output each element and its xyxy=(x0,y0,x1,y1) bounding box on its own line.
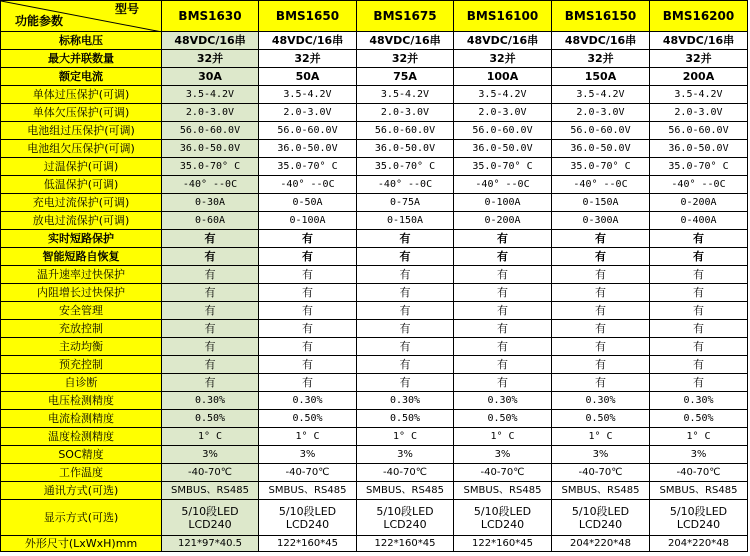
spec-row xyxy=(1,50,748,68)
spec-value-cell: 有 xyxy=(552,248,650,266)
spec-value-cell: 3.5-4.2V xyxy=(357,86,454,104)
spec-value-cell: 2.0-3.0V xyxy=(162,104,259,122)
spec-value-cell: 56.0-60.0V xyxy=(552,122,650,140)
spec-value-cell: 32并 xyxy=(357,50,454,68)
spec-value-cell: 35.0-70° C xyxy=(650,158,748,176)
spec-row xyxy=(1,446,748,464)
spec-value-cell: 有 xyxy=(454,302,552,320)
spec-value-cell: 0-400A xyxy=(650,212,748,230)
spec-row xyxy=(1,500,748,536)
spec-row xyxy=(1,266,748,284)
spec-value-cell: 0-200A xyxy=(454,212,552,230)
display-option-lcd: LCD240 xyxy=(285,517,330,531)
header-row xyxy=(1,1,748,32)
spec-value-cell: 48VDC/16串 xyxy=(552,32,650,50)
spec-value-cell: 0.50% xyxy=(650,410,748,428)
parameter-label: 安全管理 xyxy=(1,302,162,320)
spec-value-cell: 48VDC/16串 xyxy=(162,32,259,50)
parameter-label: 工作温度 xyxy=(1,464,162,482)
spec-row xyxy=(1,536,748,552)
spec-value-cell: 有 xyxy=(162,230,259,248)
spec-value-cell: 有 xyxy=(552,356,650,374)
spec-value-cell: 0-75A xyxy=(357,194,454,212)
spec-value-cell: 0.50% xyxy=(259,410,357,428)
spec-value-cell: 有 xyxy=(454,338,552,356)
spec-value-cell: 35.0-70° C xyxy=(357,158,454,176)
spec-value-cell: 0.50% xyxy=(552,410,650,428)
spec-row xyxy=(1,410,748,428)
spec-value-cell: 36.0-50.0V xyxy=(552,140,650,158)
spec-value-cell: 2.0-3.0V xyxy=(454,104,552,122)
spec-value-cell: 204*220*48 xyxy=(552,536,650,552)
spec-value-cell: 50A xyxy=(259,68,357,86)
spec-value-cell: 0-150A xyxy=(552,194,650,212)
spec-value-cell: 1° C xyxy=(259,428,357,446)
spec-value-cell: 35.0-70° C xyxy=(552,158,650,176)
parameter-label: 显示方式(可选) xyxy=(1,500,162,536)
spec-value-cell: 0.50% xyxy=(162,410,259,428)
spec-row xyxy=(1,158,748,176)
spec-value-cell: 122*160*45 xyxy=(357,536,454,552)
spec-value-cell: 100A xyxy=(454,68,552,86)
spec-row xyxy=(1,374,748,392)
spec-value-cell: 有 xyxy=(650,284,748,302)
spec-value-cell: 有 xyxy=(259,356,357,374)
spec-value-cell xyxy=(357,500,454,536)
spec-row xyxy=(1,392,748,410)
spec-value-cell: 有 xyxy=(259,302,357,320)
parameter-label: 通讯方式(可选) xyxy=(1,482,162,500)
spec-row xyxy=(1,122,748,140)
spec-value-cell: 0-60A xyxy=(162,212,259,230)
parameter-label: 单体过压保护(可调) xyxy=(1,86,162,104)
spec-value-cell: 121*97*40.5 xyxy=(162,536,259,552)
parameter-label: 低温保护(可调) xyxy=(1,176,162,194)
spec-row xyxy=(1,320,748,338)
spec-value-cell: -40-70℃ xyxy=(552,464,650,482)
spec-value-cell: 有 xyxy=(259,320,357,338)
spec-row xyxy=(1,230,748,248)
spec-value-cell: 1° C xyxy=(357,428,454,446)
model-header: BMS16200 xyxy=(650,1,748,32)
display-option-lcd: LCD240 xyxy=(188,517,232,531)
spec-value-cell xyxy=(259,500,357,536)
model-header: BMS16100 xyxy=(454,1,552,32)
spec-value-cell: 30A xyxy=(162,68,259,86)
spec-value-cell: SMBUS、RS485 xyxy=(552,482,650,500)
spec-row xyxy=(1,338,748,356)
spec-row xyxy=(1,104,748,122)
spec-value-cell: 3.5-4.2V xyxy=(650,86,748,104)
display-option-lcd: LCD240 xyxy=(578,517,623,531)
spec-value-cell: 0.30% xyxy=(162,392,259,410)
spec-value-cell: 204*220*48 xyxy=(650,536,748,552)
spec-value-cell: 3.5-4.2V xyxy=(162,86,259,104)
spec-value-cell: 有 xyxy=(162,248,259,266)
spec-value-cell: -40-70℃ xyxy=(259,464,357,482)
spec-value-cell: 32并 xyxy=(650,50,748,68)
spec-row xyxy=(1,464,748,482)
spec-value-cell: 36.0-50.0V xyxy=(162,140,259,158)
spec-value-cell xyxy=(162,500,259,536)
spec-value-cell: 0-50A xyxy=(259,194,357,212)
display-option-led: 5/10段LED xyxy=(669,504,728,518)
spec-value-cell: 2.0-3.0V xyxy=(552,104,650,122)
display-option-led: 5/10段LED xyxy=(181,504,239,518)
parameter-label: 放电过流保护(可调) xyxy=(1,212,162,230)
spec-value-cell xyxy=(552,500,650,536)
spec-row xyxy=(1,176,748,194)
spec-value-cell: 有 xyxy=(552,302,650,320)
spec-value-cell: 1° C xyxy=(552,428,650,446)
spec-value-cell: 56.0-60.0V xyxy=(650,122,748,140)
spec-value-cell: SMBUS、RS485 xyxy=(259,482,357,500)
spec-value-cell: 有 xyxy=(650,302,748,320)
spec-value-cell: 有 xyxy=(552,284,650,302)
spec-value-cell: 0.30% xyxy=(259,392,357,410)
spec-value-cell: 35.0-70° C xyxy=(454,158,552,176)
spec-value-cell: 有 xyxy=(552,230,650,248)
spec-value-cell: 122*160*45 xyxy=(454,536,552,552)
spec-value-cell: 有 xyxy=(650,248,748,266)
parameter-label: 额定电流 xyxy=(1,68,162,86)
spec-value-cell: 35.0-70° C xyxy=(259,158,357,176)
spec-value-cell: 36.0-50.0V xyxy=(357,140,454,158)
spec-value-cell: 3% xyxy=(552,446,650,464)
spec-value-cell: 有 xyxy=(259,248,357,266)
spec-value-cell: 200A xyxy=(650,68,748,86)
spec-value-cell: 有 xyxy=(650,338,748,356)
parameter-label: 电压检测精度 xyxy=(1,392,162,410)
model-header: BMS1630 xyxy=(162,1,259,32)
spec-value-cell: 有 xyxy=(454,284,552,302)
spec-value-cell: 0.30% xyxy=(454,392,552,410)
spec-value-cell: 35.0-70° C xyxy=(162,158,259,176)
spec-value-cell: 32并 xyxy=(454,50,552,68)
spec-value-cell: 有 xyxy=(650,356,748,374)
display-option-led: 5/10段LED xyxy=(473,504,532,518)
spec-value-cell: 有 xyxy=(259,284,357,302)
parameter-label: 温升速率过快保护 xyxy=(1,266,162,284)
spec-value-cell: 0-150A xyxy=(357,212,454,230)
spec-value-cell: 有 xyxy=(650,230,748,248)
spec-value-cell: -40° --0C xyxy=(650,176,748,194)
parameter-label: 标称电压 xyxy=(1,32,162,50)
spec-value-cell: 0.50% xyxy=(454,410,552,428)
parameter-label: 智能短路自恢复 xyxy=(1,248,162,266)
spec-value-cell: 36.0-50.0V xyxy=(259,140,357,158)
parameter-label: 最大并联数量 xyxy=(1,50,162,68)
spec-value-cell: 有 xyxy=(162,320,259,338)
parameter-label: 预充控制 xyxy=(1,356,162,374)
spec-value-cell: 有 xyxy=(357,248,454,266)
parameter-label: 实时短路保护 xyxy=(1,230,162,248)
spec-value-cell: 有 xyxy=(454,374,552,392)
spec-row xyxy=(1,356,748,374)
spec-value-cell: -40° --0C xyxy=(259,176,357,194)
spec-value-cell: 48VDC/16串 xyxy=(357,32,454,50)
spec-value-cell: 48VDC/16串 xyxy=(454,32,552,50)
spec-row xyxy=(1,482,748,500)
spec-value-cell: 有 xyxy=(357,266,454,284)
parameter-label: 外形尺寸(LxWxH)mm xyxy=(1,536,162,552)
parameter-label: 电流检测精度 xyxy=(1,410,162,428)
spec-value-cell: 3% xyxy=(357,446,454,464)
spec-value-cell: 有 xyxy=(259,266,357,284)
spec-value-cell: 有 xyxy=(357,320,454,338)
display-option-led: 5/10段LED xyxy=(278,504,337,518)
display-option-lcd: LCD240 xyxy=(480,517,525,531)
spec-value-cell: 1° C xyxy=(162,428,259,446)
spec-value-cell: 有 xyxy=(357,284,454,302)
spec-value-cell: 150A xyxy=(552,68,650,86)
spec-value-cell: 36.0-50.0V xyxy=(650,140,748,158)
spec-row xyxy=(1,284,748,302)
display-option-led: 5/10段LED xyxy=(571,504,630,518)
spec-value-cell: 3% xyxy=(162,446,259,464)
spec-value-cell: 有 xyxy=(357,302,454,320)
spec-value-cell: 3% xyxy=(650,446,748,464)
spec-value-cell: 有 xyxy=(357,374,454,392)
parameter-label: 充电过流保护(可调) xyxy=(1,194,162,212)
spec-value-cell: 有 xyxy=(454,320,552,338)
spec-value-cell: 有 xyxy=(162,302,259,320)
spec-row xyxy=(1,212,748,230)
spec-value-cell: 有 xyxy=(162,266,259,284)
spec-value-cell: SMBUS、RS485 xyxy=(454,482,552,500)
spec-value-cell: 3.5-4.2V xyxy=(259,86,357,104)
spec-value-cell: 有 xyxy=(552,266,650,284)
display-option-lcd: LCD240 xyxy=(383,517,427,531)
spec-value-cell: SMBUS、RS485 xyxy=(650,482,748,500)
spec-value-cell: 有 xyxy=(259,230,357,248)
spec-value-cell: 0-100A xyxy=(259,212,357,230)
spec-value-cell: 3% xyxy=(454,446,552,464)
spec-value-cell: 有 xyxy=(259,338,357,356)
spec-row xyxy=(1,248,748,266)
spec-value-cell: 3.5-4.2V xyxy=(552,86,650,104)
spec-value-cell: 2.0-3.0V xyxy=(357,104,454,122)
parameter-label: 充放控制 xyxy=(1,320,162,338)
spec-value-cell: 0-300A xyxy=(552,212,650,230)
spec-row xyxy=(1,194,748,212)
spec-value-cell: 1° C xyxy=(650,428,748,446)
parameter-label: 过温保护(可调) xyxy=(1,158,162,176)
spec-value-cell: 48VDC/16串 xyxy=(259,32,357,50)
parameter-caption: 功能参数 xyxy=(15,14,64,28)
spec-value-cell: 56.0-60.0V xyxy=(454,122,552,140)
spec-value-cell: SMBUS、RS485 xyxy=(162,482,259,500)
spec-value-cell: 0.30% xyxy=(552,392,650,410)
spec-value-cell: -40-70℃ xyxy=(650,464,748,482)
parameter-label: 温度检测精度 xyxy=(1,428,162,446)
spec-value-cell: 有 xyxy=(552,320,650,338)
spec-row xyxy=(1,68,748,86)
spec-value-cell: 有 xyxy=(162,338,259,356)
spec-row xyxy=(1,140,748,158)
spec-value-cell: 有 xyxy=(454,356,552,374)
spec-value-cell: 36.0-50.0V xyxy=(454,140,552,158)
spec-value-cell xyxy=(454,500,552,536)
spec-value-cell: -40° --0C xyxy=(552,176,650,194)
spec-value-cell: -40-70℃ xyxy=(162,464,259,482)
spec-rows xyxy=(1,32,748,552)
spec-value-cell: 0.50% xyxy=(357,410,454,428)
parameter-label: SOC精度 xyxy=(1,446,162,464)
spec-value-cell: 0-30A xyxy=(162,194,259,212)
spec-row xyxy=(1,302,748,320)
spec-value-cell: 122*160*45 xyxy=(259,536,357,552)
spec-value-cell: 有 xyxy=(454,230,552,248)
spec-value-cell: 2.0-3.0V xyxy=(650,104,748,122)
spec-value-cell: 有 xyxy=(162,356,259,374)
spec-value-cell: 有 xyxy=(552,338,650,356)
spec-row xyxy=(1,86,748,104)
spec-value-cell: 有 xyxy=(650,374,748,392)
spec-value-cell: 0-100A xyxy=(454,194,552,212)
parameter-label: 电池组欠压保护(可调) xyxy=(1,140,162,158)
spec-value-cell: 有 xyxy=(650,320,748,338)
spec-value-cell: 3.5-4.2V xyxy=(454,86,552,104)
spec-value-cell: 有 xyxy=(259,374,357,392)
spec-value-cell: SMBUS、RS485 xyxy=(357,482,454,500)
spec-row xyxy=(1,32,748,50)
spec-value-cell: 32并 xyxy=(259,50,357,68)
spec-value-cell: 32并 xyxy=(162,50,259,68)
spec-value-cell: 2.0-3.0V xyxy=(259,104,357,122)
spec-value-cell: 1° C xyxy=(454,428,552,446)
spec-value-cell: 48VDC/16串 xyxy=(650,32,748,50)
spec-value-cell xyxy=(650,500,748,536)
spec-value-cell: 0.30% xyxy=(650,392,748,410)
spec-value-cell: -40° --0C xyxy=(454,176,552,194)
spec-value-cell: 有 xyxy=(357,230,454,248)
spec-value-cell: -40° --0C xyxy=(357,176,454,194)
spec-value-cell: 3% xyxy=(259,446,357,464)
model-header: BMS16150 xyxy=(552,1,650,32)
spec-value-cell: 56.0-60.0V xyxy=(357,122,454,140)
spec-row xyxy=(1,428,748,446)
header-corner-cell xyxy=(1,1,162,32)
spec-value-cell: -40-70℃ xyxy=(454,464,552,482)
spec-value-cell: -40° --0C xyxy=(162,176,259,194)
spec-value-cell: 有 xyxy=(650,266,748,284)
spec-value-cell: 有 xyxy=(162,284,259,302)
spec-value-cell: 有 xyxy=(454,266,552,284)
parameter-label: 电池组过压保护(可调) xyxy=(1,122,162,140)
display-option-lcd: LCD240 xyxy=(676,517,721,531)
spec-value-cell: 0-200A xyxy=(650,194,748,212)
model-caption: 型号 xyxy=(114,2,139,16)
model-header: BMS1675 xyxy=(357,1,454,32)
spec-value-cell: 0.30% xyxy=(357,392,454,410)
spec-value-cell: 有 xyxy=(454,248,552,266)
parameter-label: 自诊断 xyxy=(1,374,162,392)
display-option-led: 5/10段LED xyxy=(376,504,434,518)
model-header: BMS1650 xyxy=(259,1,357,32)
spec-value-cell: 56.0-60.0V xyxy=(259,122,357,140)
spec-value-cell: 有 xyxy=(552,374,650,392)
spec-value-cell: 有 xyxy=(162,374,259,392)
parameter-label: 单体欠压保护(可调) xyxy=(1,104,162,122)
spec-value-cell: 有 xyxy=(357,356,454,374)
parameter-label: 内阻增长过快保护 xyxy=(1,284,162,302)
spec-value-cell: 32并 xyxy=(552,50,650,68)
spec-value-cell: -40-70℃ xyxy=(357,464,454,482)
spec-value-cell: 56.0-60.0V xyxy=(162,122,259,140)
spec-value-cell: 75A xyxy=(357,68,454,86)
spec-value-cell: 有 xyxy=(357,338,454,356)
parameter-label: 主动均衡 xyxy=(1,338,162,356)
